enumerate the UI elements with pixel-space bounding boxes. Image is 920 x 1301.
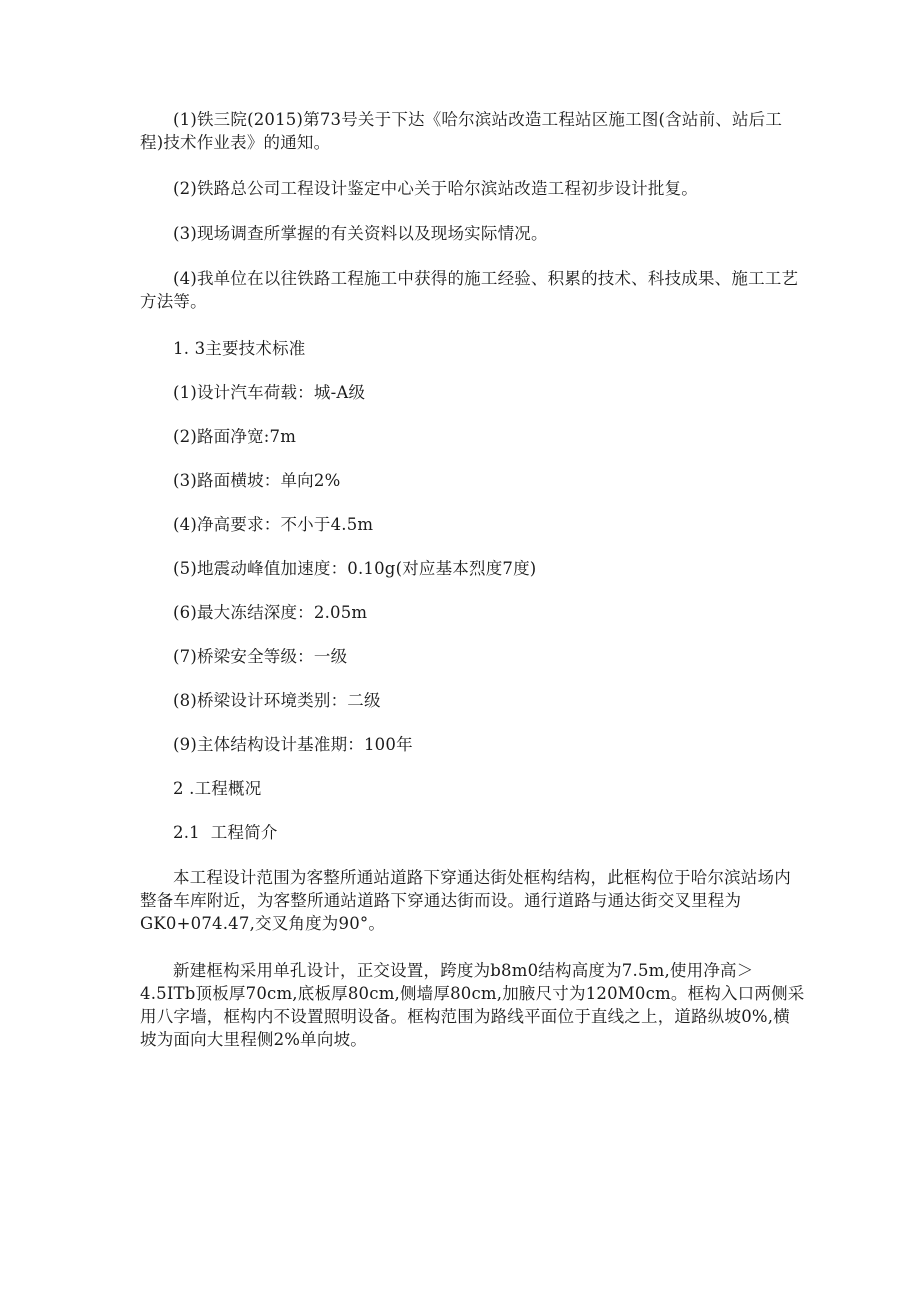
paragraph-project-intro: 本工程设计范围为客整所通站道路下穿通达街处框构结构，此框构位于哈尔滨站场内整备车库附近，为客整所通站道路下穿通达街而设。通行道路与通达街交叉里程为GK0+074.47,交叉角度为90°。 [140,868,791,933]
standard-item-1: (1)设计汽车荷载：城-A级 [173,383,366,402]
standard-item-3: (3)路面横坡：单向2% [173,471,341,490]
paragraph-basis-3: (3)现场调查所掌握的有关资料以及现场实际情况。 [173,224,548,243]
standard-item-8: (8)桥梁设计环境类别：二级 [173,691,381,710]
section-heading-2-1: 2.1 工程简介 [173,823,278,842]
paragraph-basis-2: (2)铁路总公司工程设计鉴定中心关于哈尔滨站改造工程初步设计批复。 [173,179,698,198]
standard-item-9: (9)主体结构设计基准期：100年 [173,735,413,754]
standard-item-4: (4)净高要求：不小于4.5m [173,515,374,534]
standard-item-7: (7)桥梁安全等级：一级 [173,647,348,666]
paragraph-basis-4: (4)我单位在以往铁路工程施工中获得的施工经验、积累的技术、科技成果、施工工艺方法等。 [140,269,799,311]
paragraph-frame-design: 新建框构采用单孔设计，正交设置，跨度为b8m0结构高度为7.5m,使用净高＞4.5ITb顶板厚70cm,底板厚80cm,侧墙厚80cm,加腋尺寸为120M0cm。框构入口两侧采用八字墙，框构内不设置照明设备。框构范围为路线平面位于直线之上，道路纵坡0%,横坡为面向大里程侧2%单向坡。 [140,961,805,1049]
paragraph-basis-1: (1)铁三院(2015)第73号关于下达《哈尔滨站改造工程站区施工图(含站前、站后工程)技术作业表》的通知。 [140,110,783,152]
section-heading-2: 2 .工程概况 [173,779,262,798]
section-heading-1-3: 1. 3主要技术标准 [173,339,306,358]
standard-item-2: (2)路面净宽:7m [173,427,297,446]
standard-item-6: (6)最大冻结深度：2.05m [173,603,368,622]
standard-item-5: (5)地震动峰值加速度：0.10g(对应基本烈度7度) [173,559,537,578]
